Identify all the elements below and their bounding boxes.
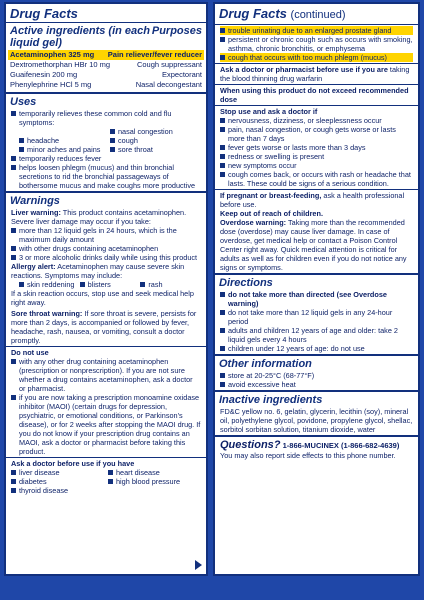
inactive-ingredients-text: FD&C yellow no. 6, gelatin, glycerin, lecithin (soy), mineral oil, polyethylene glycol, povidone, propylene glycol, shellac, sorbitol sorbitan solution, titanium dioxide, water (220, 407, 413, 434)
list-item: pain, nasal congestion, or cough gets worse or lasts more than 7 days (220, 125, 413, 143)
drug-facts-continued-title: Drug Facts (continued) (219, 6, 346, 21)
list-item: cough comes back, or occurs with rash or headache that lasts. These could be signs of a serious condition. (220, 170, 413, 188)
purposes-title: Purposes (151, 25, 202, 37)
list-item: children under 12 years of age: do not use (220, 344, 413, 353)
liver-list (6, 226, 206, 262)
ingredient-row: Acetaminophen 325 mg Pain reliever/fever reducer (10, 50, 202, 59)
uses-phlegm: helps loosen phlegm (mucus) and thin bronchial secretions to rid the bronchial passageways of bothersome mucus and make coughs more productive (11, 163, 201, 190)
drug-facts-right-panel (213, 2, 420, 576)
list-item: new symptoms occur (220, 161, 413, 170)
list-item: high blood pressure (108, 477, 201, 486)
ask-pharmacist: Ask a doctor or pharmacist before use if you are taking the blood thinning drug warfarin (220, 65, 410, 83)
list-item: more than 12 liquid gels in 24 hours, which is the maximum daily amount (11, 226, 201, 244)
list-item: store at 20-25°C (68-77°F) (220, 371, 413, 380)
active-ingredients-header (6, 24, 206, 49)
ingredient-row: Phenylephrine HCl 5 mg Nasal decongestant (10, 80, 202, 89)
ingredient-row: Guaifenesin 200 mg Expectorant (10, 70, 202, 79)
ingredient-row: Dextromethorphan HBr 10 mg Cough suppressant (10, 60, 202, 69)
liver-warning: Liver warning: This product contains acetaminophen. Severe liver damage may occur if you take: (11, 208, 187, 226)
list-item: persistent or chronic cough such as occurs with smoking, asthma, chronic bronchitis, or emphysema (220, 35, 413, 53)
questions-line: Questions? 1-866-MUCINEX (1-866-682-4639) (220, 439, 400, 451)
directions-title: Directions (219, 277, 273, 289)
uses-list (6, 109, 206, 127)
active-ingredients-title: Active ingredients (in each liquid gel) (10, 25, 150, 49)
ask-doctor-list (6, 468, 206, 495)
questions-phone: 1-866-MUCINEX (1-866-682-4639) (282, 441, 400, 450)
list-item: with other drugs containing acetaminophen (11, 244, 201, 253)
ingredients-table (6, 49, 206, 91)
stop-use-list (215, 116, 418, 188)
sore-throat-warning: Sore throat warning: If sore throat is severe, persists for more than 2 days, is accompanied or followed by fever, headache, rash, nausea, or vomiting, consult a doctor promptly. (11, 309, 197, 345)
stop-use-title: Stop use and ask a doctor if (220, 107, 318, 116)
list-item: liver disease (11, 468, 104, 477)
allergy-alert: Allergy alert: Acetaminophen may cause severe skin reactions. Symptoms may include: (11, 262, 185, 280)
continued-list (215, 26, 418, 62)
ask-doctor-title: Ask a doctor before use if you have (11, 459, 135, 468)
inactive-ingredients-title: Inactive ingredients (219, 394, 323, 406)
other-information-list (215, 371, 418, 389)
list-item: do not take more than 12 liquid gels in any 24-hour period (220, 308, 413, 326)
list-item: avoid excessive heat (220, 380, 413, 389)
list-item: trouble urinating due to an enlarged prostate gland (220, 26, 413, 35)
allergy-after: If a skin reaction occurs, stop use and seek medical help right away. (11, 289, 194, 307)
list-item: thyroid disease (11, 486, 104, 495)
other-information-title: Other information (219, 358, 312, 370)
list-item: fever gets worse or lasts more than 3 days (220, 143, 413, 152)
list-item: adults and children 12 years of age and older: take 2 liquid gels every 4 hours (220, 326, 413, 344)
list-item: skin reddening (19, 280, 80, 289)
list-item: nervousness, dizziness, or sleeplessness occur (220, 116, 413, 125)
list-item: rash (140, 280, 201, 289)
list-item: nasal congestion (110, 127, 201, 136)
uses-fever: temporarily reduces fever (11, 154, 201, 163)
list-item: minor aches and pains (19, 145, 110, 154)
list-item: heart disease (108, 468, 201, 477)
allergy-list (6, 280, 206, 289)
list-item: sore throat (110, 145, 201, 154)
questions-text: You may also report side effects to this phone number. (220, 451, 396, 460)
pregnancy-warning: If pregnant or breast-feeding, ask a health professional before use. (220, 191, 405, 209)
directions-list (215, 290, 418, 353)
list-item: redness or swelling is present (220, 152, 413, 161)
list-item: 3 or more alcoholic drinks daily while using this product (11, 253, 201, 262)
list-item: if you are now taking a prescription monoamine oxidase inhibitor (MAOI) (certain drugs for depression, psychiatric, or emotional conditions, or Parkinson's disease), or for 2 weeks after stopping the MAOI drug. If you do not know if your prescription drug contains an MAOI, ask a doctor or pharmacist before taking this product. (11, 393, 201, 456)
uses-intro: temporarily relieves these common cold and flu symptoms: (11, 109, 201, 127)
do-not-use-list (6, 357, 206, 456)
list-item: with any other drug containing acetaminophen (prescription or nonprescription). If you are not sure whether a drug contains acetaminophen, ask a doctor or pharmacist. (11, 357, 201, 393)
list-item: diabetes (11, 477, 104, 486)
list-item: headache (19, 136, 110, 145)
keep-out-of-reach: Keep out of reach of children. (220, 209, 323, 218)
uses-title: Uses (10, 96, 37, 108)
overdose-warning: Overdose warning: Taking more than the recommended dose (overdose) may cause liver damage. In case of overdose, get medical help or contact a Poison Control Center right away. Quick medical attention is critical for adults as well as for children even if you do not notice any signs or symptoms. (220, 218, 407, 272)
drug-facts-left-panel (4, 2, 208, 576)
warnings-title: Warnings (10, 195, 60, 207)
when-using: When using this product do not exceed recommended dose (220, 86, 409, 104)
symptoms-list (6, 127, 206, 154)
continue-arrow-icon (195, 560, 202, 570)
list-item: cough (110, 136, 201, 145)
list-item: cough that occurs with too much phlegm (mucus) (220, 53, 413, 62)
do-not-use-title: Do not use (11, 348, 49, 357)
drug-facts-title: Drug Facts (10, 6, 78, 21)
list-item: blisters (80, 280, 141, 289)
list-item: do not take more than directed (see Overdose warning) (220, 290, 413, 308)
